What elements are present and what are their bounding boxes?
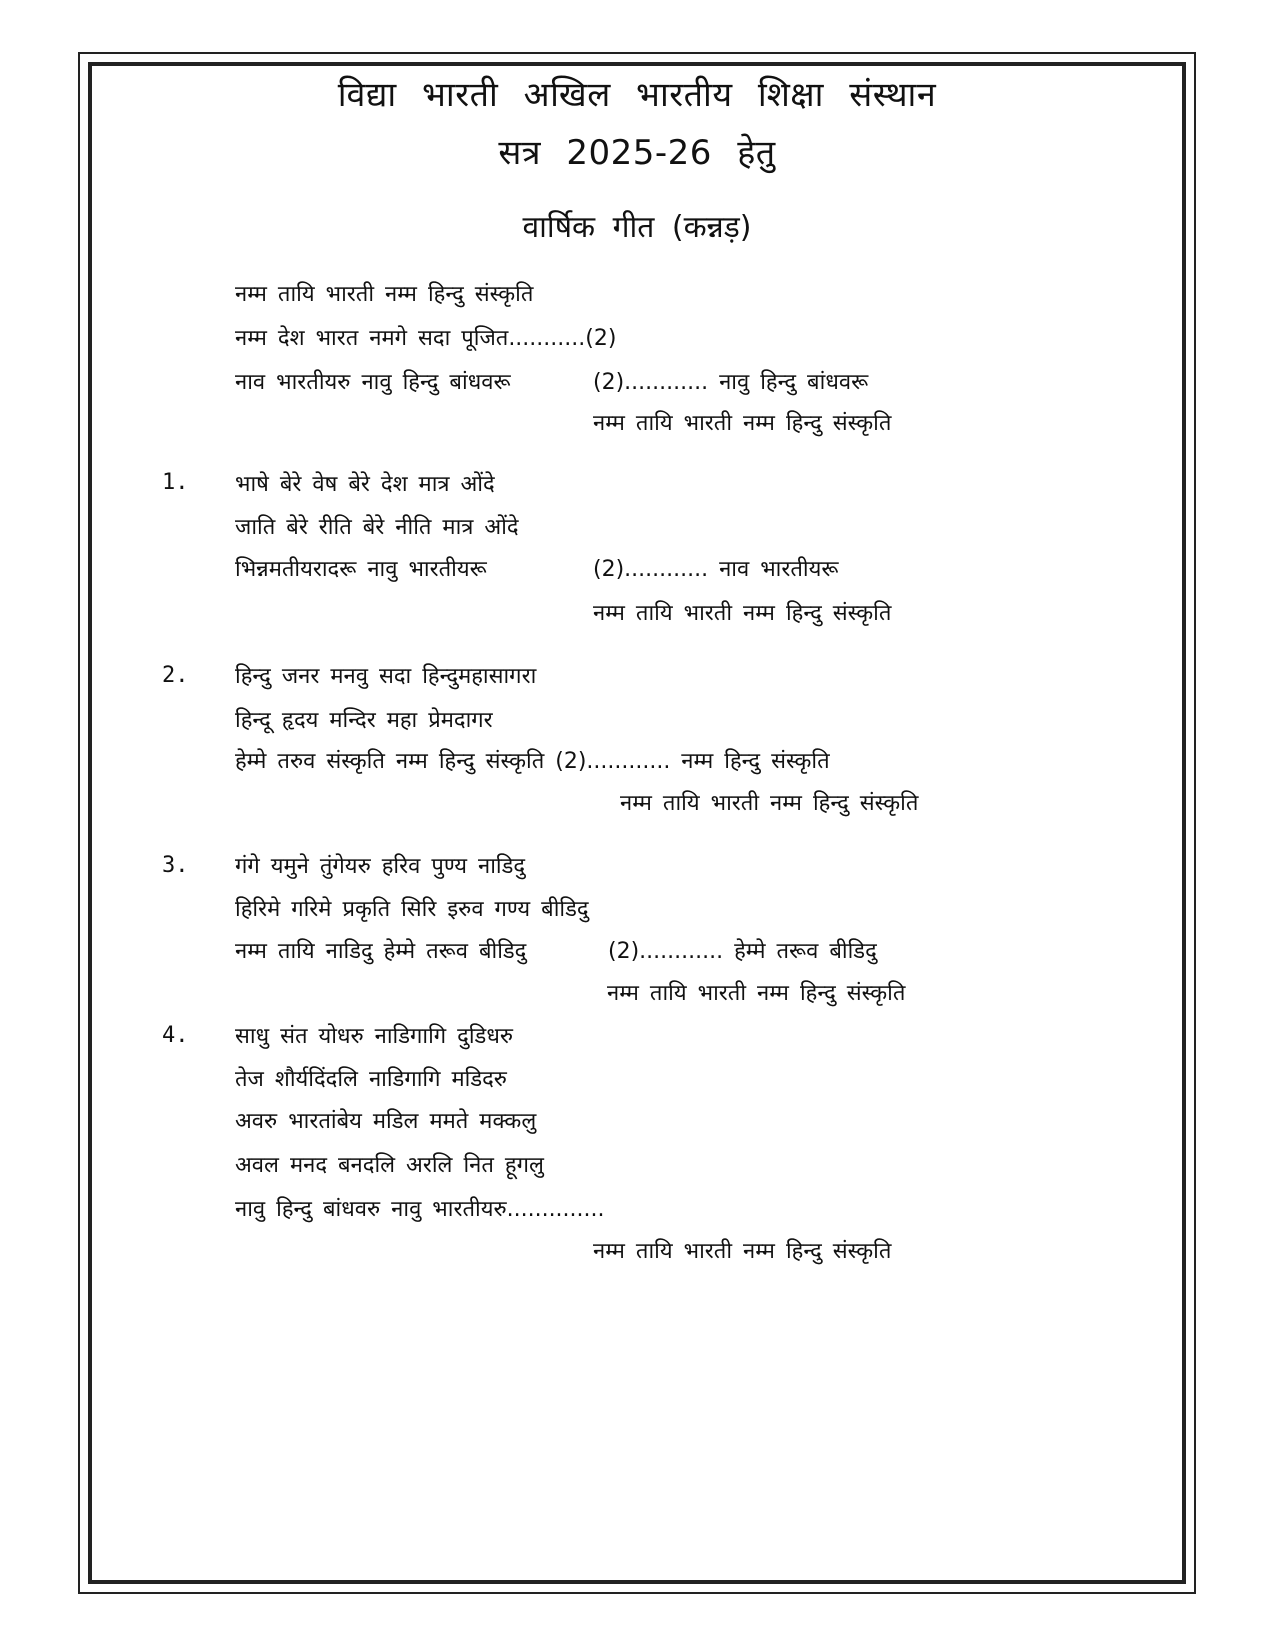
chorus-line-2: नम्म देश भारत नमगे सदा पूजित...........(2) — [235, 326, 617, 351]
stanza-4-line-3: अवरु भारतांबेय मडिल ममते मक्कलु — [235, 1109, 537, 1134]
stanza-4-line-4: अवल मनद बनदलि अरलि नित हूगलु — [235, 1153, 544, 1178]
chorus-refrain: नम्म तायि भारती नम्म हिन्दु संस्कृति — [593, 411, 892, 436]
stanza-3-line-3: नम्म तायि नाडिदु हेम्मे तरूव बीडिदु — [235, 939, 527, 964]
stanza-4-line-1: साधु संत योधरु नाडिगागि दुडिधरु — [235, 1024, 514, 1049]
stanza-3-number: 3. — [162, 853, 189, 878]
stanza-2-line-3: हेम्मे तरुव संस्कृति नम्म हिन्दु संस्कृति (2)............ नम्म हिन्दु संस्कृति — [235, 749, 830, 774]
stanza-1-number: 1. — [162, 470, 189, 495]
stanza-1-line-1: भाषे बेरे वेष बेरे देश मात्र ओंदे — [235, 472, 495, 497]
stanza-2-number: 2. — [162, 663, 189, 688]
stanza-4-line-5: नावु हिन्दु बांधवरु नावु भारतीयरु.............. — [235, 1197, 605, 1222]
stanza-3-line-3-repeat: (2)............ हेम्मे तरूव बीडिदु — [608, 939, 877, 964]
stanza-3-line-1: गंगे यमुने तुंगेयरु हरिव पुण्य नाडिदु — [235, 854, 526, 879]
session-title: सत्र 2025-26 हेतु — [498, 133, 776, 173]
chorus-line-3-repeat: (2)............ नावु हिन्दु बांधवरू — [593, 370, 869, 395]
stanza-2-refrain: नम्म तायि भारती नम्म हिन्दु संस्कृति — [620, 791, 919, 816]
stanza-4-refrain: नम्म तायि भारती नम्म हिन्दु संस्कृति — [593, 1239, 892, 1264]
stanza-4-line-2: तेज शौर्यदिंदलि नाडिगागि मडिदरु — [235, 1067, 507, 1092]
organization-title: विद्या भारती अखिल भारतीय शिक्षा संस्थान — [337, 75, 937, 115]
stanza-1-line-3-repeat: (2)............ नाव भारतीयरू — [593, 557, 839, 582]
chorus-line-3: नाव भारतीयरु नावु हिन्दु बांधवरू — [235, 370, 511, 395]
stanza-1-line-2: जाति बेरे रीति बेरे नीति मात्र ओंदे — [235, 515, 519, 540]
stanza-3-refrain: नम्म तायि भारती नम्म हिन्दु संस्कृति — [607, 981, 906, 1006]
stanza-1-refrain: नम्म तायि भारती नम्म हिन्दु संस्कृति — [593, 601, 892, 626]
stanza-4-number: 4. — [162, 1023, 189, 1048]
song-title: वार्षिक गीत (कन्नड़) — [522, 210, 752, 245]
stanza-1-line-3: भिन्नमतीयरादरू नावु भारतीयरू — [235, 557, 487, 582]
stanza-2-line-1: हिन्दु जनर मनवु सदा हिन्दुमहासागरा — [235, 664, 537, 689]
stanza-3-line-2: हिरिमे गरिमे प्रकृति सिरि इरुव गण्य बीडिदु — [235, 897, 589, 922]
chorus-line-1: नम्म तायि भारती नम्म हिन्दु संस्कृति — [235, 282, 534, 307]
stanza-2-line-2: हिन्दू हृदय मन्दिर महा प्रेमदागर — [235, 708, 493, 733]
